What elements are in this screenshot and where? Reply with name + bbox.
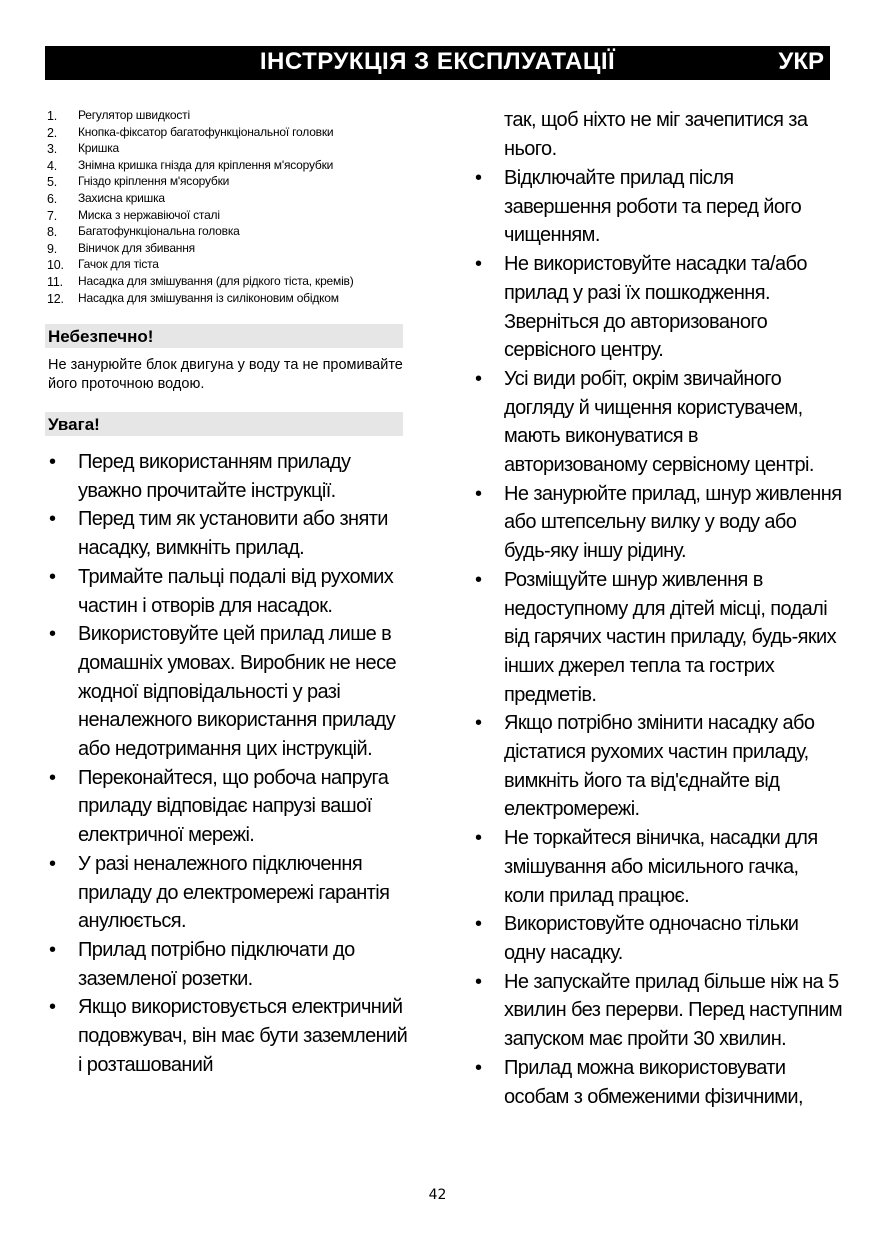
part-number: 8. — [47, 225, 58, 240]
warning-item: • У разі неналежного підключення приладу до електромережі гарантія анулюється. — [47, 850, 412, 936]
danger-title: Небезпечно! — [48, 327, 154, 346]
parts-list-item — [47, 223, 407, 240]
page-title: ІНСТРУКЦІЯ З ЕКСПЛУАТАЦІЇ — [259, 48, 616, 75]
part-label: Регулятор швидкості — [78, 108, 190, 122]
part-label: Віничок для збивання — [78, 240, 195, 255]
warning-item: • Не використовуйте насадки та/або прилад у разі їх пошкодження. Зверніться до авторизованого сервісного центру. — [473, 250, 843, 365]
part-number: 1. — [47, 109, 58, 123]
warning-item: • Усі види робіт, окрім звичайного догляду й чищення користувачем, мають виконуватися в авторизованому сервісному центрі. — [473, 365, 843, 480]
page-number: 42 — [428, 1187, 447, 1203]
part-number: 5. — [47, 175, 58, 190]
parts-list-item — [47, 157, 407, 174]
part-label: Насадка для змішування (для рідкого тіста, кремів) — [78, 273, 354, 288]
part-number: 9. — [47, 241, 58, 256]
warning-item: • Перед використанням приладу уважно прочитайте інструкції. — [47, 448, 412, 505]
part-number: 4. — [47, 158, 58, 173]
parts-list-item — [47, 140, 407, 157]
part-label: Захисна кришка — [78, 190, 165, 205]
warning-item: • Розміщуйте шнур живлення в недоступному для дітей місці, подалі від гарячих частин приладу, будь-яких інших джерел тепла та гострих предметів. — [473, 566, 843, 710]
warning-item: • Використовуйте одночасно тільки одну насадку. — [473, 910, 843, 967]
part-label: Багатофункціональна головка — [78, 224, 240, 239]
part-label: Кришка — [78, 141, 119, 156]
warning-list — [47, 448, 412, 1079]
warning-item-continuation: так, щоб ніхто не міг зачепитися за нього. — [504, 109, 808, 160]
part-number: 10. — [47, 258, 64, 273]
parts-list-item — [47, 256, 407, 273]
part-label: Знімна кришка гнізда для кріплення м'ясорубки — [78, 157, 334, 172]
part-number: 7. — [47, 208, 58, 223]
warning-title: Увага! — [48, 415, 100, 434]
part-number: 3. — [47, 142, 58, 157]
warning-item: • Якщо використовується електричний подовжувач, він має бути заземлений і розташований — [47, 993, 412, 1079]
warning-item: • Якщо потрібно змінити насадку або дістатися рухомих частин приладу, вимкніть його та від'єднайте від електромережі. — [473, 709, 843, 824]
part-label: Гачок для тіста — [78, 257, 159, 272]
part-label: Гніздо кріплення м'ясорубки — [78, 174, 230, 189]
warning-section-header — [45, 412, 403, 436]
warning-item: • Не торкайтеся віничка, насадки для змішування або місильного гачка, коли прилад працює. — [473, 824, 843, 910]
parts-list-item — [47, 190, 407, 207]
part-number: 12. — [47, 291, 64, 306]
warning-item: • Перед тим як установити або зняти насадку, вимкніть прилад. — [47, 505, 412, 562]
warning-list-continued — [473, 164, 843, 1111]
danger-section-header — [45, 324, 403, 348]
parts-list-item — [47, 124, 407, 141]
parts-list-item — [47, 107, 407, 124]
parts-list-item — [47, 290, 407, 307]
part-label: Кнопка-фіксатор багатофункціональної головки — [78, 124, 334, 139]
parts-list-item — [47, 207, 407, 224]
warning-item: • Не запускайте прилад більше ніж на 5 хвилин без перерви. Перед наступним запуском має пройти 30 хвилин. — [473, 968, 843, 1054]
warning-item: • Використовуйте цей прилад лише в домашніх умовах. Виробник не несе жодної відповідальності у разі неналежного використання приладу або недотримання цих інструкцій. — [47, 620, 412, 764]
parts-list-item — [47, 273, 407, 290]
language-label: УКР — [778, 48, 824, 75]
parts-list-item — [47, 240, 407, 257]
part-number: 11. — [47, 274, 63, 289]
part-label: Миска з нержавіючої сталі — [78, 207, 220, 222]
warning-item: • Відключайте прилад після завершення роботи та перед його чищенням. — [473, 164, 843, 250]
warning-item: • Тримайте пальці подалі від рухомих частин і отворів для насадок. — [47, 563, 412, 620]
parts-list-item — [47, 173, 407, 190]
part-number: 2. — [47, 125, 58, 140]
warning-item: • Переконайтеся, що робоча напруга приладу відповідає напрузі вашої електричної мережі. — [47, 764, 412, 850]
warning-item: • Не занурюйте прилад, шнур живлення або штепсельну вилку у воду або будь-яку іншу рідину. — [473, 480, 843, 566]
part-label: Насадка для змішування із силіконовим обідком — [78, 290, 339, 305]
warning-item: • Прилад потрібно підключати до заземленої розетки. — [47, 936, 412, 993]
page-header — [45, 46, 830, 80]
danger-text: Не занурюйте блок двигуна у воду та не промивайте його проточною водою. — [48, 357, 403, 392]
parts-list — [47, 107, 407, 306]
part-number: 6. — [47, 191, 58, 206]
warning-item: • Прилад можна використовувати особам з обмеженими фізичними, — [473, 1054, 843, 1111]
